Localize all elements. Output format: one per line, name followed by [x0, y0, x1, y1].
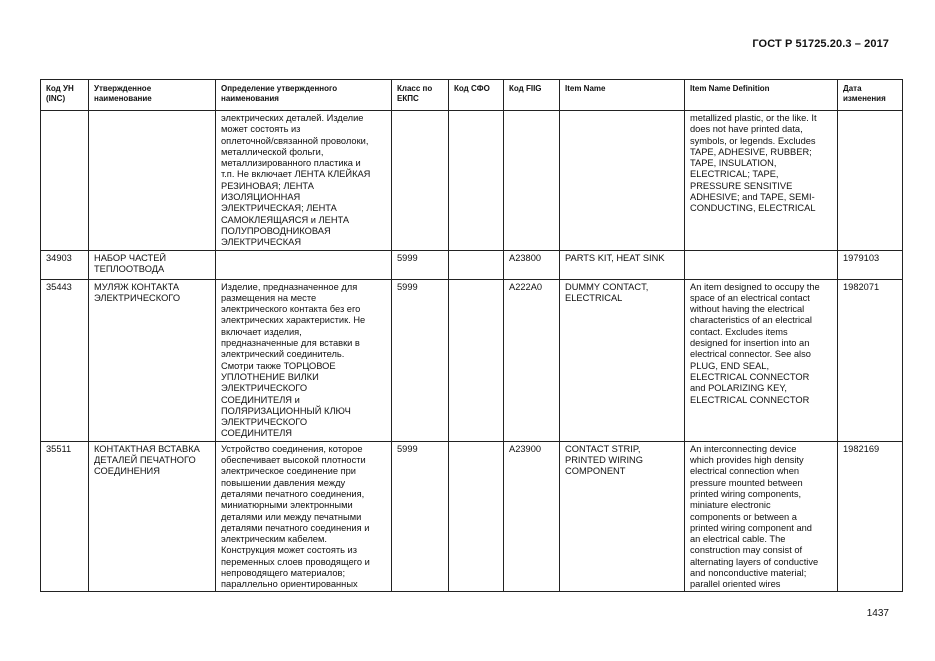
cell-item-name-definition: metallized plastic, or the like. It does not have printed data, symbols, or legends. Excludes TAPE, ADHESIVE, RUBBER; TAPE, INSULATION, ELECTRICAL; TAPE, PRESSURE SENSITIVE ADHESIVE; and TAPE, SEMI- CONDUCTING, ELECTRICAL — [685, 111, 838, 251]
cell-change-date — [838, 111, 903, 251]
cell-change-date: 1979103 — [838, 250, 903, 279]
cell-fiig-code: A23900 — [504, 441, 560, 591]
table-row — [41, 250, 903, 279]
page-number: 1437 — [866, 608, 889, 619]
cell-sfo-code — [449, 250, 504, 279]
column-header-approved-name: Утвержденное наименование — [89, 80, 216, 111]
cell-ekps-class: 5999 — [392, 441, 449, 591]
cell-sfo-code — [449, 111, 504, 251]
cell-ekps-class: 5999 — [392, 279, 449, 441]
cell-item-name-definition: An item designed to occupy the space of an electrical contact without having the electrical characteristics of an electrical contact. Excludes items designed for insertion into an electrical connector. See also PLUG, END SEAL, ELECTRICAL CONNECTOR and POLARIZING KEY, ELECTRICAL CONNECTOR — [685, 279, 838, 441]
cell-change-date: 1982071 — [838, 279, 903, 441]
cell-definition — [216, 250, 392, 279]
cell-item-name — [560, 111, 685, 251]
cell-sfo-code — [449, 441, 504, 591]
cell-inc — [41, 111, 89, 251]
cell-item-name: DUMMY CONTACT, ELECTRICAL — [560, 279, 685, 441]
cell-ekps-class — [392, 111, 449, 251]
cell-item-name-definition — [685, 250, 838, 279]
column-header-item-name-definition: Item Name Definition — [685, 80, 838, 111]
cell-sfo-code — [449, 279, 504, 441]
cell-fiig-code: A222A0 — [504, 279, 560, 441]
column-header-sfo-code: Код СФО — [449, 80, 504, 111]
table-row — [41, 279, 903, 441]
column-header-inc: Код УН (INC) — [41, 80, 89, 111]
cell-definition: электрических деталей. Изделие может состоять из оплеточной/связанной проволоки, металлической фольги, металлизированного пластика и т.п. Не включает ЛЕНТА КЛЕЙКАЯ РЕЗИНОВАЯ; ЛЕНТА ИЗОЛЯЦИОННАЯ ЭЛЕКТРИЧЕСКАЯ; ЛЕНТА САМОКЛЕЯЩАЯСЯ и ЛЕНТА ПОЛУПРОВОДНИКОВАЯ ЭЛЕКТРИЧЕСКАЯ — [216, 111, 392, 251]
document-standard-header: ГОСТ Р 51725.20.3 – 2017 — [752, 38, 889, 50]
cell-item-name: CONTACT STRIP, PRINTED WIRING COMPONENT — [560, 441, 685, 591]
cell-item-name-definition: An interconnecting device which provides high density electrical connection when pressure mounted between printed wiring components, miniature electronic components or between a printed wiring component and an electrical cable. The construction may consist of alternating layers of conductive and nonconductive material; parallel oriented wires — [685, 441, 838, 591]
column-header-ekps-class: Класс по ЕКПС — [392, 80, 449, 111]
cell-definition: Устройство соединения, которое обеспечивает высокой плотности электрическое соединение при повышении давления между деталями печатного соединения, миниатюрными электронными деталями или между печатными деталями печатного соединения и электрическим кабелем. Конструкция может состоять из переменных слоев проводящего и непроводящего материалов; параллельно ориентированных — [216, 441, 392, 591]
column-header-definition: Определение утвержденного наименования — [216, 80, 392, 111]
cell-inc: 35443 — [41, 279, 89, 441]
cell-approved-name: НАБОР ЧАСТЕЙ ТЕПЛООТВОДА — [89, 250, 216, 279]
cell-fiig-code — [504, 111, 560, 251]
cell-inc: 35511 — [41, 441, 89, 591]
cell-ekps-class: 5999 — [392, 250, 449, 279]
cell-definition: Изделие, предназначенное для размещения на месте электрического контакта без его электрических характеристик. Не включает изделия, предназначенные для вставки в электрический соединитель. Смотри также ТОРЦОВОЕ УПЛОТНЕНИЕ ВИЛКИ ЭЛЕКТРИЧЕСКОГО СОЕДИНИТЕЛЯ и ПОЛЯРИЗАЦИОННЫЙ КЛЮЧ ЭЛЕКТРИЧЕСКОГО СОЕДИНИТЕЛЯ — [216, 279, 392, 441]
column-header-change-date: Дата изменения — [838, 80, 903, 111]
table-row — [41, 441, 903, 591]
table-header-row — [41, 80, 903, 111]
cell-approved-name: МУЛЯЖ КОНТАКТА ЭЛЕКТРИЧЕСКОГО — [89, 279, 216, 441]
cell-approved-name — [89, 111, 216, 251]
items-table — [40, 79, 903, 592]
table-row — [41, 111, 903, 251]
cell-fiig-code: A23800 — [504, 250, 560, 279]
column-header-item-name: Item Name — [560, 80, 685, 111]
cell-change-date: 1982169 — [838, 441, 903, 591]
cell-item-name: PARTS KIT, HEAT SINK — [560, 250, 685, 279]
column-header-fiig-code: Код FIIG — [504, 80, 560, 111]
cell-inc: 34903 — [41, 250, 89, 279]
cell-approved-name: КОНТАКТНАЯ ВСТАВКА ДЕТАЛЕЙ ПЕЧАТНОГО СОЕДИНЕНИЯ — [89, 441, 216, 591]
